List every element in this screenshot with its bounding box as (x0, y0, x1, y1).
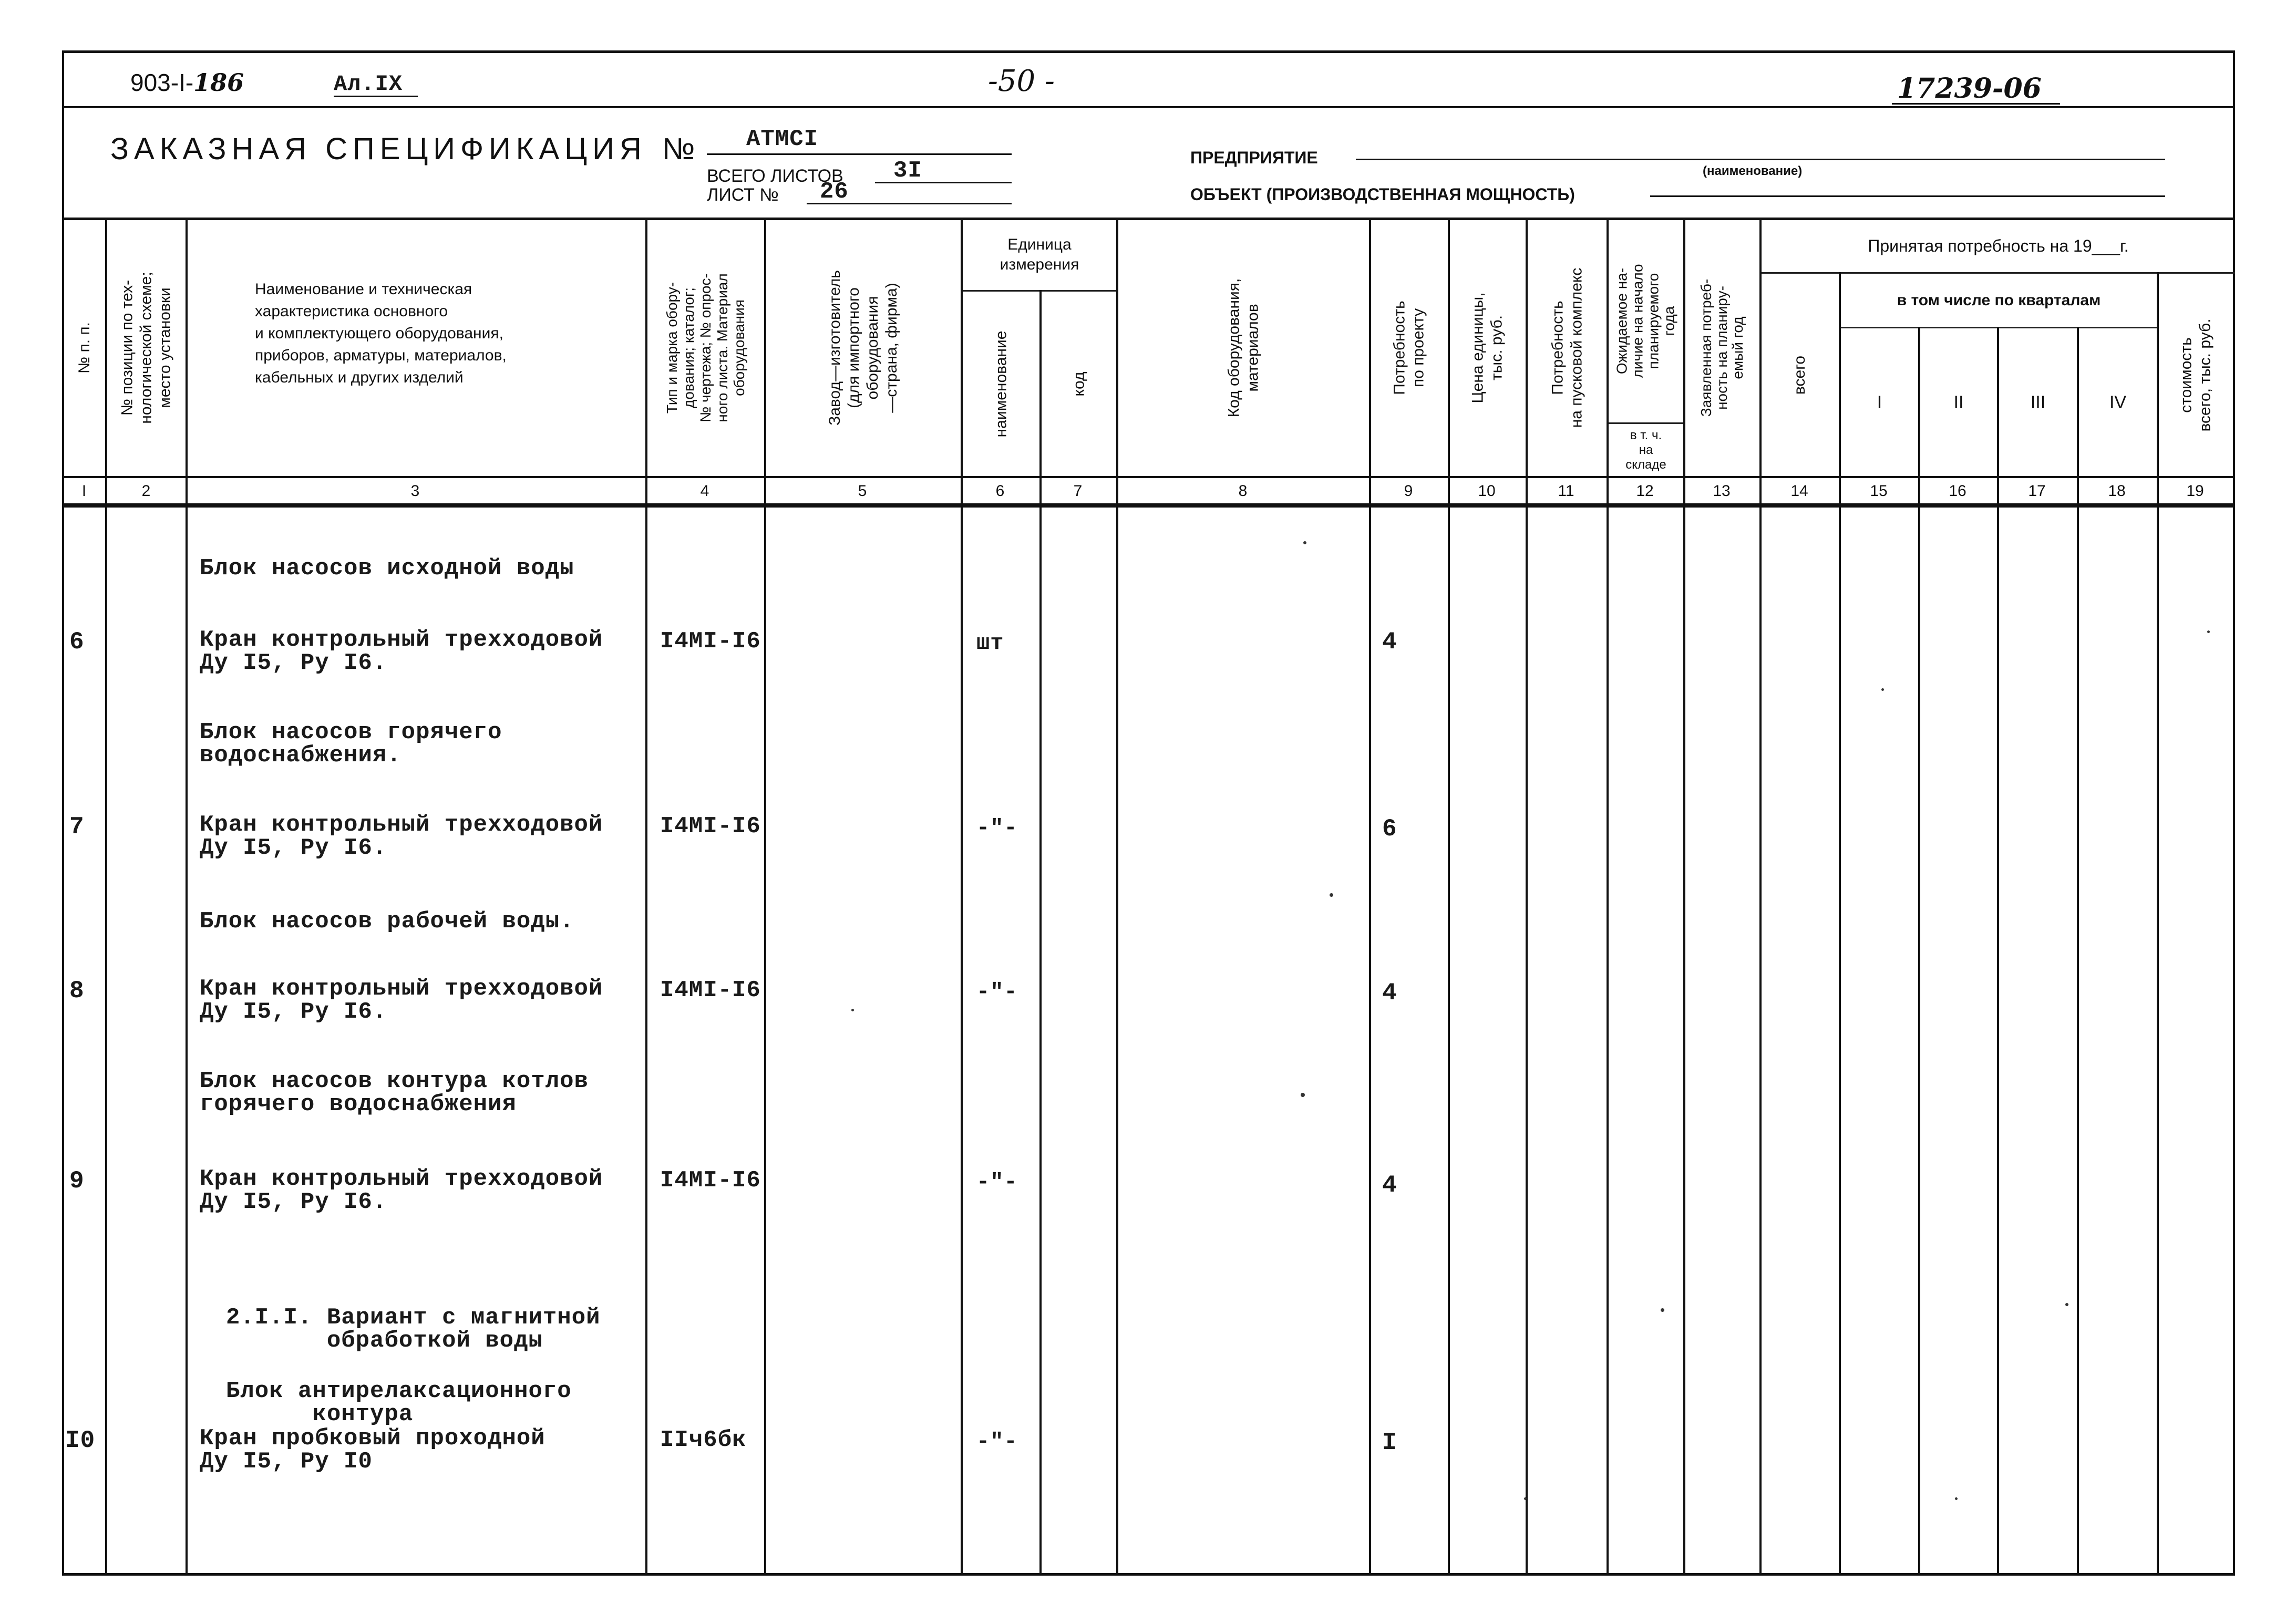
sheet-label: ЛИСТ № (707, 185, 779, 205)
enterprise-line (1356, 159, 2165, 160)
doc-number: 17239-06 (1897, 73, 2042, 105)
column-number: 15 (1870, 482, 1888, 500)
col-header-11: Потребность на пусковой комплекс (1549, 267, 1585, 428)
header-bottom (62, 476, 2235, 478)
row-number: 7 (69, 813, 85, 841)
col-line-17 (2077, 327, 2079, 1574)
section-title: Блок насосов контура котлов горячего водоснабжения (200, 1068, 589, 1118)
col-header-17: III (2030, 392, 2046, 412)
album-number: Ал.IX (334, 71, 403, 97)
album-underline (334, 96, 418, 97)
item-quantity: I (1382, 1429, 1397, 1456)
column-number: 6 (995, 482, 1005, 500)
column-number: 16 (1949, 482, 1966, 500)
col-header-4: Тип и марка обору- дования; каталог; № чертежа; № опрос- ного листа. Материал оборудования (664, 273, 747, 422)
scan-speck (1881, 688, 1884, 691)
item-description: Кран контрольный трехходовой Ду I5, Ру I6. (200, 627, 603, 676)
item-unit: -"- (976, 1170, 1018, 1195)
col-header-3: Наименование и техническая характеристика основного и комплектующего оборудования, приборов, арматуры, материалов, кабельных и других изделий (255, 281, 507, 386)
object-label: ОБЪЕКТ (ПРОИЗВОДСТВЕННАЯ МОЩНОСТЬ) (1190, 185, 1575, 204)
item-model: I4MI-I6 (660, 977, 761, 1003)
object-line (1650, 195, 2165, 197)
spec-number: ATMCI (746, 126, 819, 152)
col-line-2 (186, 218, 188, 1574)
item-unit: шт (976, 630, 1004, 656)
column-number: 14 (1790, 482, 1808, 500)
row-number: 6 (69, 628, 85, 656)
scan-speck (2065, 1303, 2068, 1306)
scan-speck (1330, 893, 1333, 897)
row-number: I0 (65, 1427, 96, 1454)
section-title: Блок антирелаксационного контура (226, 1378, 572, 1427)
doc-number-underline (1892, 103, 2060, 105)
item-model: IIч6бк (660, 1427, 747, 1453)
item-unit: -"- (976, 979, 1018, 1005)
item-model: I4MI-I6 (660, 1167, 761, 1194)
sheet-number: 26 (820, 179, 849, 205)
column-number: 2 (141, 482, 151, 500)
column-number: 10 (1478, 482, 1496, 500)
enterprise-label: ПРЕДПРИЯТИЕ (1190, 148, 1318, 167)
column-number: I (81, 482, 87, 500)
col-header-6: наименование (992, 330, 1010, 438)
col-header-9: Потребность по проекту (1391, 301, 1428, 395)
scan-speck (2207, 630, 2210, 633)
section-title: Блок насосов горячего водоснабжения. (200, 719, 502, 769)
column-number: 19 (2186, 482, 2204, 500)
enterprise-hint: (наименование) (1703, 164, 1803, 178)
total-sheets-line (875, 182, 1012, 183)
item-quantity: 6 (1382, 815, 1397, 843)
item-model: I4MI-I6 (660, 628, 761, 655)
unit-group-line (961, 290, 1116, 292)
total-sheets: 3I (893, 158, 922, 184)
column-number: 17 (2028, 482, 2046, 500)
col-header-10: Цена единицы, тыс. руб. (1469, 292, 1506, 404)
column-number: 18 (2108, 482, 2126, 500)
column-number: 5 (858, 482, 867, 500)
col-header-15: I (1877, 392, 1882, 412)
column-number: 3 (410, 482, 420, 500)
item-description: Кран контрольный трехходовой Ду I5, Ру I6. (200, 1166, 603, 1215)
col-header-12: Ожидаемое на- личие на начало планируемого года (1614, 264, 1677, 378)
c12-sub-line (1607, 422, 1684, 424)
frame-right (2233, 50, 2235, 1574)
column-number: 4 (700, 482, 709, 500)
col-header-13: Заявленная потреб- ность на планиру- емый год (1698, 278, 1746, 417)
col-header-12-sub: в т. ч. на складе (1625, 428, 1666, 472)
col-header-8: Код оборудования, материалов (1225, 278, 1262, 418)
col-header-19: стоимость всего, тыс. руб. (2177, 318, 2214, 432)
scan-speck (1524, 1497, 1527, 1500)
column-number: 7 (1073, 482, 1083, 500)
row-number: 8 (69, 977, 85, 1005)
item-quantity: 4 (1382, 628, 1397, 656)
col-line-6 (1039, 290, 1042, 1574)
scan-speck (1303, 541, 1306, 544)
col-line-15 (1918, 327, 1920, 1574)
item-quantity: 4 (1382, 1172, 1397, 1199)
frame-top (62, 50, 2235, 53)
item-unit: -"- (976, 815, 1018, 841)
item-model: I4MI-I6 (660, 813, 761, 840)
col-line-16 (1997, 327, 1999, 1574)
col-header-14: всего (1791, 355, 1809, 395)
number-sign: № (662, 132, 695, 166)
number-row-bottom (62, 503, 2235, 508)
column-number: 13 (1713, 482, 1731, 500)
column-number: 12 (1636, 482, 1654, 500)
form-title: ЗАКАЗНАЯ СПЕЦИФИКАЦИЯ (110, 132, 647, 166)
item-description: Кран контрольный трехходовой Ду I5, Ру I6. (200, 976, 603, 1025)
col-header-2: № позиции по тех- нологической схеме; место установки (118, 272, 174, 424)
column-number: 11 (1558, 482, 1574, 500)
col-header-18: IV (2109, 392, 2127, 412)
sheet-line (807, 203, 1012, 204)
col-header-5: Завод—изготовитель (для импортного оборудования —страна, фирма) (826, 270, 900, 426)
scan-speck (851, 1009, 854, 1011)
section-title: Блок насосов рабочей воды. (200, 908, 574, 935)
col-header-1: № п. п. (76, 322, 94, 374)
subsection-title: 2.I.I. Вариант с магнитной обработкой воды (226, 1305, 601, 1354)
item-quantity: 4 (1382, 979, 1397, 1007)
item-description: Кран пробковый проходной Ду I5, Ру I0 (200, 1425, 545, 1475)
section-title: Блок насосов исходной воды (200, 555, 574, 582)
doc-code: 903-I-186 (130, 68, 244, 97)
scan-speck (1661, 1308, 1664, 1312)
unit-group-header: Единица измерения (1000, 236, 1079, 273)
spec-number-line (707, 153, 1012, 155)
frame-bottom (62, 1573, 2235, 1576)
item-description: Кран контрольный трехходовой Ду I5, Ру I6. (200, 812, 603, 861)
scan-speck (1955, 1497, 1958, 1500)
scan-speck (1301, 1093, 1305, 1097)
header-divider (62, 106, 2235, 108)
col-header-16: II (1953, 392, 1964, 412)
row-number: 9 (69, 1167, 85, 1195)
accepted-group-header: Принятая потребность на 19___г. (1868, 236, 2129, 255)
column-number: 9 (1404, 482, 1413, 500)
page-number: -50 - (988, 64, 1055, 98)
total-sheets-label: ВСЕГО ЛИСТОВ (707, 166, 843, 186)
accepted-group-line (1759, 272, 2235, 274)
quarters-group-header: в том числе по кварталам (1897, 292, 2101, 309)
column-number: 8 (1238, 482, 1248, 500)
col-header-7: код (1070, 371, 1087, 397)
item-unit: -"- (976, 1429, 1018, 1454)
